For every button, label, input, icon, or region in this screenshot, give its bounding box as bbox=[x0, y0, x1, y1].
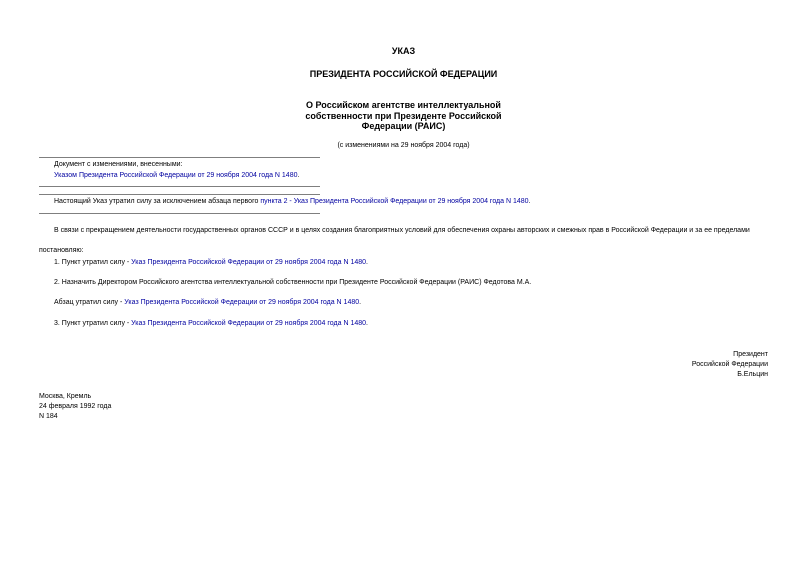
issuer-title: ПРЕЗИДЕНТА РОССИЙСКОЙ ФЕДЕРАЦИИ bbox=[309, 69, 498, 79]
document-type-title: УКАЗ bbox=[391, 46, 416, 56]
amendments-intro: Документ с изменениями, внесенными: bbox=[54, 161, 183, 168]
divider bbox=[39, 213, 320, 214]
item-2: 2. Назначить Директором Российского агентства интеллектуальной собственности при Президенте Российской Федерации (РАИС) Федотова М.А. bbox=[54, 279, 532, 286]
subtitle-line: собственности при Президенте Российской bbox=[305, 110, 502, 121]
divider bbox=[39, 157, 320, 158]
changes-note: (с изменениями на 29 ноября 2004 года) bbox=[337, 142, 470, 149]
repeal-note: Настоящий Указ утратил силу за исключением абзаца первого пункта 2 - Указ Президента Российской Федерации от 29 ноября 2004 года N 1480. bbox=[54, 198, 531, 205]
document-number: N 184 bbox=[39, 413, 58, 420]
decree-word: постановляю: bbox=[39, 247, 84, 254]
document-subtitle bbox=[0, 100, 807, 132]
item-1: 1. Пункт утратил силу - Указ Президента Российской Федерации от 29 ноября 2004 года N 1480. bbox=[54, 259, 368, 266]
item-3: 3. Пункт утратил силу - Указ Президента Российской Федерации от 29 ноября 2004 года N 1480. bbox=[54, 320, 368, 327]
divider bbox=[39, 194, 320, 195]
preamble-text: В связи с прекращением деятельности государственных органов СССР и в целях создания благоприятных условий для обеспечения охраны авторских и смежных прав в Российской Федерации и за ее пределами bbox=[54, 227, 750, 234]
signature-position: Президент bbox=[733, 351, 768, 358]
item-3-link[interactable]: Указ Президента Российской Федерации от 29 ноября 2004 года N 1480 bbox=[131, 320, 367, 327]
signature-name: Б.Ельцин bbox=[737, 371, 768, 378]
amendments-line: Указом Президента Российской Федерации от 29 ноября 2004 года N 1480. bbox=[54, 172, 300, 179]
divider bbox=[39, 186, 320, 187]
signing-place: Москва, Кремль bbox=[39, 393, 92, 400]
amendment-link[interactable]: Указом Президента Российской Федерации от 29 ноября 2004 года N 1480 bbox=[54, 172, 298, 179]
repeal-link[interactable]: пункта 2 - Указ Президента Российской Федерации от 29 ноября 2004 года N 1480 bbox=[260, 198, 529, 205]
signature-country: Российской Федерации bbox=[691, 361, 768, 368]
subtitle-line: О Российском агентстве интеллектуальной bbox=[306, 100, 501, 110]
signing-date: 24 февраля 1992 года bbox=[39, 403, 112, 410]
item-1-link[interactable]: Указ Президента Российской Федерации от 29 ноября 2004 года N 1480 bbox=[131, 259, 367, 266]
subtitle-line: Федерации (РАИС) bbox=[361, 121, 446, 131]
item-2-abzac: Абзац утратил силу - Указ Президента Российской Федерации от 29 ноября 2004 года N 1480. bbox=[54, 299, 362, 306]
item-2-abzac-link[interactable]: Указ Президента Российской Федерации от 29 ноября 2004 года N 1480 bbox=[124, 299, 360, 306]
